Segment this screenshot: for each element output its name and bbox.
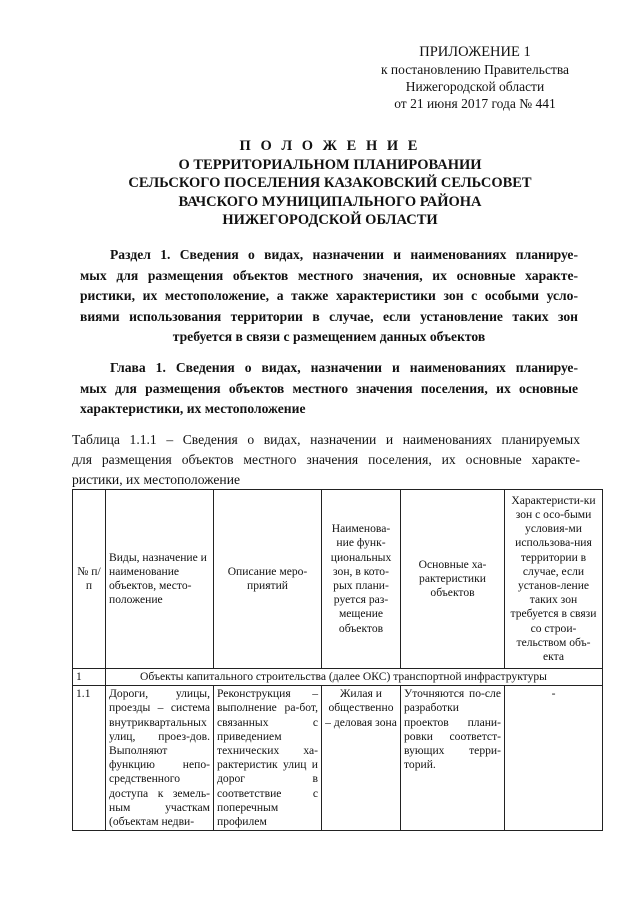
title-line: П О Л О Ж Е Н И Е xyxy=(239,138,421,154)
row-zone: Жилая и общественно – деловая зона xyxy=(322,686,401,831)
section-heading xyxy=(80,245,578,348)
section-line: мых для размещения объектов местного значения, их основные характе- xyxy=(80,267,578,283)
objects-table xyxy=(72,489,603,831)
annex-title: ПРИЛОЖЕНИЕ 1 xyxy=(419,44,531,60)
annex-block xyxy=(360,44,590,112)
group-title: Объекты капитального строительства (далее ОКС) транспортной инфраструктуры xyxy=(106,669,603,686)
title-line: НИЖЕГОРОДСКОЙ ОБЛАСТИ xyxy=(222,212,438,228)
row-special-zones: - xyxy=(505,686,603,831)
table-header-row xyxy=(73,490,603,669)
section-line: Раздел 1. Сведения о видах, назначении и наименованиях планируе- xyxy=(110,247,578,262)
annex-line: к постановлению Правительства xyxy=(380,62,570,77)
row-characteristics: Уточняются по-сле разработки проектов плани-ровки соответст-вующих терри-торий. xyxy=(401,686,505,831)
row-object-type: Дороги, улицы, проезды – система внутриквартальных улиц, проез-дов. Выполняют функцию непо-средственного доступа к земель-ным участкам (объектам недви- xyxy=(106,686,214,831)
row-number: 1.1 xyxy=(73,686,106,831)
table-group-row xyxy=(73,669,603,686)
title-line: СЕЛЬСКОГО ПОСЕЛЕНИЯ КАЗАКОВСКИЙ СЕЛЬСОВЕТ xyxy=(128,175,532,191)
section-line: требуется в связи с размещением данных объектов xyxy=(172,329,486,344)
annex-line: Нижегородской области xyxy=(405,79,545,94)
header-cell: № п/п xyxy=(73,490,106,669)
header-cell: Основные ха-рактеристики объектов xyxy=(401,490,505,669)
annex-date: от 21 июня 2017 года № 441 xyxy=(394,96,556,111)
chapter-heading xyxy=(80,358,578,420)
chapter-line: мых для размещения объектов местного значения поселения, их основные xyxy=(80,380,578,396)
header-cell: Характеристи-ки зон с осо-быми условия-ми использова-ния территории в случае, если установ-ление таких зон требуется в связи со строи-тельством объ-екта xyxy=(505,490,603,669)
header-cell: Описание меро-приятий xyxy=(214,490,322,669)
group-number: 1 xyxy=(73,669,106,686)
row-measures: Реконструкция – выполнение ра-бот, связанных с приведением технических ха-рактеристик улиц и дорог в соответствие с поперечным профилем xyxy=(214,686,322,831)
title-line: О ТЕРРИТОРИАЛЬНОМ ПЛАНИРОВАНИИ xyxy=(178,156,482,173)
caption-line: для размещения объектов местного значения поселения, их основные характе- xyxy=(72,452,580,467)
title-line: ВАЧСКОГО МУНИЦИПАЛЬНОГО РАЙОНА xyxy=(178,193,482,210)
caption-line: Таблица 1.1.1 – Сведения о видах, назначении и наименованиях планируемых xyxy=(72,432,580,447)
header-cell: Наименова-ние функ-циональных зон, в кото-рых плани-руется раз-мещение объектов xyxy=(322,490,401,669)
header-cell: Виды, назначение и наименование объектов, место-положение xyxy=(106,490,214,669)
chapter-line: характеристики, их местоположение xyxy=(80,401,306,416)
table-row xyxy=(73,686,603,831)
table-caption xyxy=(72,430,580,490)
caption-line: ристики, их местоположение xyxy=(72,472,240,487)
section-line: виями использования территории в случае, если установление таких зон xyxy=(80,308,578,324)
section-line: ристики, их местоположение, а также характеристики зон с особыми усло- xyxy=(80,288,578,303)
document-title xyxy=(60,137,600,230)
chapter-line: Глава 1. Сведения о видах, назначении и наименованиях планируе- xyxy=(110,360,578,375)
